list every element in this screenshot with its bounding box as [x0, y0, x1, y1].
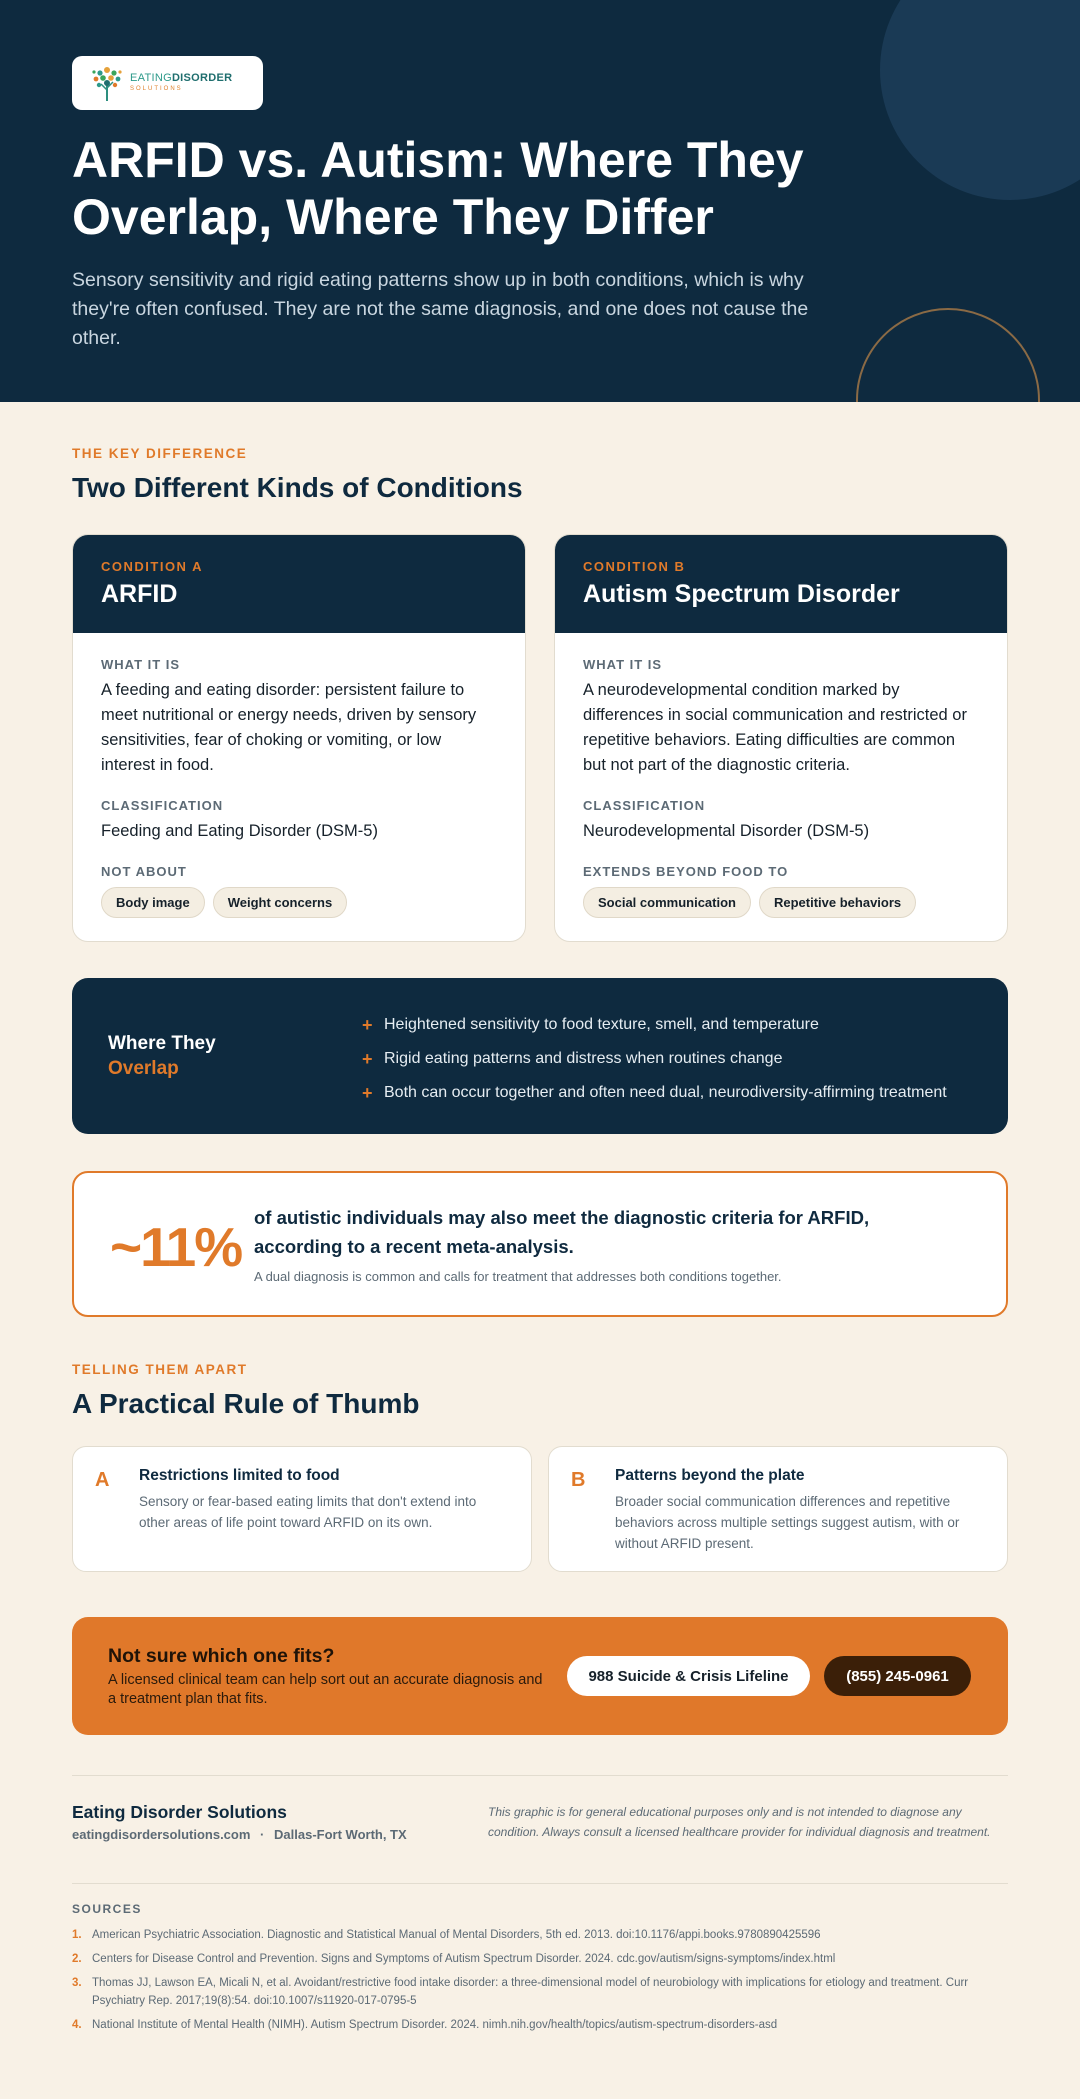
source-number: 1.	[72, 1929, 82, 1941]
logo-word-eating: EATING	[130, 72, 172, 84]
plus-icon: +	[362, 1082, 373, 1103]
footer-divider	[72, 1775, 1008, 1776]
source-item	[72, 1974, 1008, 2010]
hero-banner	[0, 0, 1080, 402]
source-text: American Psychiatric Association. Diagnostic and Statistical Manual of Mental Disorders, 5th ed. 2013. doi:10.1176/appi.books.9780890425596	[92, 1929, 821, 1941]
logo-wordmark	[130, 72, 232, 94]
overlap-item-text: Heightened sensitivity to food texture, smell, and temperature	[384, 1016, 819, 1033]
overlap-title-line1: Where They	[108, 1033, 216, 1054]
org-name: Eating Disorder Solutions	[72, 1802, 287, 1822]
page-title: ARFID vs. Autism: Where They Overlap, Where They Differ	[72, 132, 804, 245]
overlap-title-line2: Overlap	[108, 1058, 179, 1079]
condition-card-header	[73, 535, 525, 633]
condition-card-arfid	[72, 534, 526, 942]
source-number: 4.	[72, 2019, 82, 2031]
tree-logo-icon	[90, 64, 124, 102]
condition-card-autism	[554, 534, 1008, 942]
plus-icon: +	[362, 1048, 373, 1069]
tag-chip: Social communication	[583, 887, 751, 918]
tags-label: EXTENDS BEYOND FOOD TO	[583, 864, 789, 879]
decorative-circle	[880, 0, 1080, 200]
rule-card-text: Sensory or fear-based eating limits that don't extend into other areas of life point toward ARFID on its own.	[139, 1494, 477, 1530]
crisis-lifeline-button[interactable]: 988 Suicide & Crisis Lifeline	[567, 1656, 810, 1696]
rule-card-text: Broader social communication differences and repetitive behaviors across multiple settings suggest autism, with or without ARFID present.	[615, 1494, 960, 1551]
stat-number: ~11%	[110, 1216, 242, 1278]
source-number: 3.	[72, 1977, 82, 1989]
logo-line-sub: SOLUTIONS	[130, 86, 183, 92]
classification-label: CLASSIFICATION	[101, 798, 224, 813]
rule-title: A Practical Rule of Thumb	[72, 1388, 420, 1419]
what-it-is-label: WHAT IT IS	[101, 657, 181, 672]
overlap-item	[362, 1076, 947, 1110]
what-it-is-text: A feeding and eating disorder: persistent failure to meet nutritional or energy needs, driven by sensory sensitivities, fear of choking or vomiting, or low interest in food.	[101, 681, 477, 774]
decorative-ring	[856, 308, 1040, 402]
tags-label: NOT ABOUT	[101, 864, 187, 879]
rule-letter: A	[95, 1469, 110, 1491]
source-number: 2.	[72, 1953, 82, 1965]
meta-separator: ·	[260, 1827, 265, 1842]
condition-name: Autism Spectrum Disorder	[583, 580, 900, 608]
what-it-is-label: WHAT IT IS	[583, 657, 663, 672]
logo[interactable]	[72, 56, 263, 110]
tag-chip: Body image	[101, 887, 205, 918]
plus-icon: +	[362, 1014, 373, 1035]
stat-text: of autistic individuals may also meet the diagnostic criteria for ARFID, according to a recent meta-analysis.	[254, 1207, 870, 1257]
cta-title: Not sure which one fits?	[108, 1645, 335, 1667]
rule-card-title: Restrictions limited to food	[139, 1467, 340, 1484]
source-text: National Institute of Mental Health (NIMH). Autism Spectrum Disorder. 2024. nimh.nih.gov/health/topics/autism-spectrum-disorders-asd	[92, 2019, 778, 2031]
logo-line-main	[130, 72, 232, 84]
condition-card-body	[555, 633, 1007, 918]
key-difference-eyebrow: THE KEY DIFFERENCE	[72, 446, 248, 461]
tag-chip: Repetitive behaviors	[759, 887, 916, 918]
rule-card-a	[72, 1446, 532, 1572]
overlap-item-text: Both can occur together and often need dual, neurodiversity-affirming treatment	[384, 1084, 947, 1101]
org-meta	[72, 1827, 407, 1842]
stat-callout	[72, 1171, 1008, 1317]
classification-label: CLASSIFICATION	[583, 798, 706, 813]
source-item	[72, 2016, 1008, 2034]
location: Dallas-Fort Worth, TX	[274, 1827, 407, 1842]
key-difference-title: Two Different Kinds of Conditions	[72, 472, 523, 503]
source-item	[72, 1926, 1008, 1944]
cta-banner	[72, 1617, 1008, 1735]
sources-list	[72, 1926, 1008, 2040]
stat-note: A dual diagnosis is common and calls for treatment that addresses both conditions together.	[254, 1269, 782, 1284]
source-text: Centers for Disease Control and Prevention. Signs and Symptoms of Autism Spectrum Disorder. 2024. cdc.gov/autism/signs-symptoms/index.html	[92, 1953, 836, 1965]
condition-card-body	[73, 633, 525, 918]
source-text: Thomas JJ, Lawson EA, Micali N, et al. Avoidant/restrictive food intake disorder: a three-dimensional model of neurobiology with implications for etiology and treatment. Curr Psychiatry Rep. 2017;19(8):54. doi:10.1007/s11920-017-0795-5	[92, 1977, 969, 2007]
tag-list	[101, 887, 497, 918]
tag-list	[583, 887, 979, 918]
logo-word-disorder: DISORDER	[171, 72, 233, 84]
page-subtitle: Sensory sensitivity and rigid eating patterns show up in both conditions, which is why they're often confused. They are not the same diagnosis, and one does not cause the other.	[72, 269, 809, 349]
rule-eyebrow: TELLING THEM APART	[72, 1362, 248, 1377]
rule-letter: B	[571, 1469, 586, 1491]
condition-card-header	[555, 535, 1007, 633]
cta-text: A licensed clinical team can help sort out an accurate diagnosis and a treatment plan that fits.	[108, 1672, 543, 1707]
rule-card-title: Patterns beyond the plate	[615, 1467, 805, 1484]
rule-card-b	[548, 1446, 1008, 1572]
phone-number-button[interactable]: (855) 245-0961	[824, 1656, 971, 1696]
overlap-item	[362, 1042, 947, 1076]
disclaimer: This graphic is for general educational purposes only and is not intended to diagnose any condition. Always consult a licensed healthcare provider for individual diagnosis and treatment.	[488, 1805, 991, 1839]
overlap-title	[108, 1031, 216, 1081]
condition-label: CONDITION B	[583, 559, 686, 574]
classification-text: Neurodevelopmental Disorder (DSM-5)	[583, 822, 870, 840]
what-it-is-text: A neurodevelopmental condition marked by differences in social communication and restricted or repetitive behaviors. Eating difficulties are common but not part of the diagnostic criteria.	[583, 681, 967, 774]
overlap-item-text: Rigid eating patterns and distress when routines change	[384, 1050, 783, 1067]
condition-name: ARFID	[101, 580, 178, 608]
sources-label: SOURCES	[72, 1902, 142, 1916]
overlap-item	[362, 1008, 947, 1042]
overlap-panel	[72, 978, 1008, 1134]
condition-label: CONDITION A	[101, 559, 203, 574]
website-link[interactable]: eatingdisordersolutions.com	[72, 1827, 251, 1842]
source-item	[72, 1950, 1008, 1968]
sources-divider	[72, 1883, 1008, 1884]
tag-chip: Weight concerns	[213, 887, 348, 918]
overlap-list	[362, 1008, 947, 1110]
classification-text: Feeding and Eating Disorder (DSM-5)	[101, 822, 378, 840]
